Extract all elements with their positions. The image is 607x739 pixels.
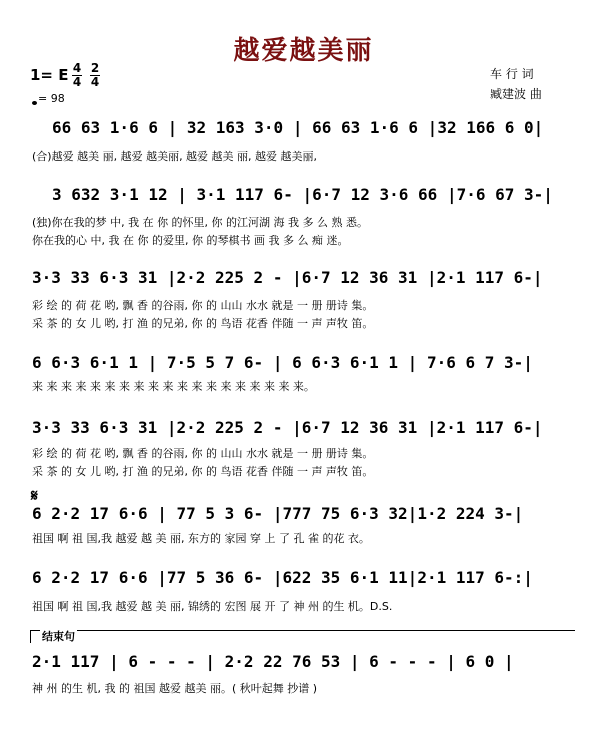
score-row-1: 66 63 1·6 6 | 32 163 3·0 | 66 63 1·6 6 |32 166 6 0| <box>52 118 544 137</box>
lyric-row-7: 祖国 啊 祖 国,我 越爱 越 美 丽, 锦绣的 宏图 展 开 了 神 州 的生 机。D.S. <box>32 600 393 613</box>
tempo-marking <box>32 92 65 105</box>
tempo-value: = 98 <box>38 92 65 105</box>
quarter-note-icon <box>32 101 37 105</box>
score-row-8: 2·1 117 | 6 - - - | 2·2 22 76 53 | 6 - - - | 6 0 | <box>32 652 514 671</box>
time-signature-4-4 <box>72 63 82 88</box>
ending-bracket <box>30 630 575 643</box>
lyric-row-5b: 采 茶 的 女 儿 哟, 打 渔 的兄弟, 你 的 鸟语 花香 伴随 一 声 声牧 笛。 <box>32 465 374 478</box>
lyric-row-6: 祖国 啊 祖 国,我 越爱 越 美 丽, 东方的 家园 穿 上 了 孔 雀 的花 衣。 <box>32 532 370 545</box>
time-sig-top: 4 <box>72 61 82 75</box>
lyric-row-4: 来 来 来 来 来 来 来 来 来 来 来 来 来 来 来 来 来 来 来。 <box>32 380 315 393</box>
song-title: 越爱越美丽 <box>233 36 374 66</box>
score-row-3: 3·3 33 6·3 31 |2·2 225 2 - |6·7 12 36 31 |2·1 117 6-| <box>32 268 543 287</box>
ending-label: 结束句 <box>42 630 75 643</box>
score-row-7: 6 2·2 17 6·6 |77 5 36 6- |622 35 6·1 11|2·1 117 6-:| <box>32 568 533 587</box>
lyric-row-2b: 你在我的心 中, 我 在 你 的爱里, 你 的琴棋书 画 我 多 么 痴 迷。 <box>32 234 349 247</box>
time-sig-bottom: 4 <box>72 75 82 89</box>
time-signature-2-4 <box>90 63 100 88</box>
time-sig-bottom: 4 <box>90 75 100 89</box>
score-row-2: 3 632 3·1 12 | 3·1 117 6- |6·7 12 3·6 66 |7·6 67 3-| <box>52 185 553 204</box>
time-sig-top: 2 <box>90 61 100 75</box>
credits <box>490 64 542 104</box>
lyric-row-2a: (独)你在我的梦 中, 我 在 你 的怀里, 你 的江河湖 海 我 多 么 熟 悉。 <box>32 216 369 229</box>
lyric-row-8: 神 州 的生 机, 我 的 祖国 越爱 越美 丽。( 秋叶起舞 抄谱 ) <box>32 682 318 695</box>
lyric-row-3b: 采 茶 的 女 儿 哟, 打 渔 的兄弟, 你 的 鸟语 花香 伴随 一 声 声牧 笛。 <box>32 317 374 330</box>
lyric-row-3a: 彩 绘 的 荷 花 哟, 飘 香 的谷雨, 你 的 山山 水水 就是 一 册 册诗 集。 <box>32 299 374 312</box>
lyric-row-1: (合)越爱 越美 丽, 越爱 越美丽, 越爱 越美 丽, 越爱 越美丽, <box>32 150 318 163</box>
score-row-4: 6 6·3 6·1 1 | 7·5 5 7 6- | 6 6·3 6·1 1 | 7·6 6 7 3-| <box>32 353 533 372</box>
segno-sign: 𝄋 <box>31 486 38 505</box>
score-row-5: 3·3 33 6·3 31 |2·2 225 2 - |6·7 12 36 31 |2·1 117 6-| <box>32 418 543 437</box>
lyric-row-5a: 彩 绘 的 荷 花 哟, 飘 香 的谷雨, 你 的 山山 水水 就是 一 册 册诗 集。 <box>32 447 374 460</box>
lyricist: 车 行 词 <box>490 67 534 81</box>
composer: 臧建波 曲 <box>490 87 542 101</box>
key-signature: 1= E <box>30 66 69 84</box>
score-row-6: 6 2·2 17 6·6 | 77 5 3 6- |777 75 6·3 32|1·2 224 3-| <box>32 504 524 523</box>
